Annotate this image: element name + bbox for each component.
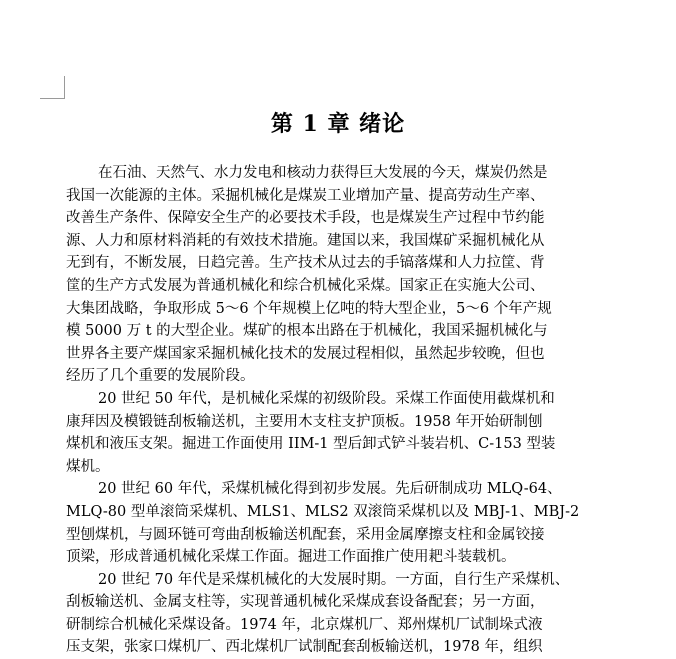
margin-corner-mark (40, 76, 65, 99)
paragraph-2-line-3: 煤机和液压支架。掘进工作面使用 IIM-1 型后卸式铲斗装岩机、C-153 型装 (66, 436, 556, 453)
paragraph-4-line-4: 压支架，张家口煤机厂、西北煤机厂试制配套刮板输送机，1978 年，组织 (66, 639, 543, 656)
paragraph-1-line-10: 经历了几个重要的发展阶段。 (66, 368, 255, 385)
paragraph-3-line-1: 20 世纪 60 年代，采煤机械化得到初步发展。先后研制成功 MLQ-64、 (98, 481, 562, 498)
paragraph-1-line-4: 源、人力和原材料消耗的有效技术措施。建国以来，我国煤矿采掘机械化从 (66, 232, 545, 249)
paragraph-2-line-1: 20 世纪 50 年代，是机械化采煤的初级阶段。采煤工作面使用截煤机和 (98, 390, 555, 407)
chapter-title: 第 1 章 绪论 (270, 111, 406, 137)
paragraph-3-line-4: 顶梁，形成普通机械化采煤工作面。掘进工作面推广使用耙斗装载机。 (66, 549, 516, 566)
paragraph-1-line-9: 世界各主要产煤国家采掘机械化技术的发展过程相似，虽然起步较晚，但也 (66, 345, 545, 362)
paragraph-4-line-2: 刮板输送机、金属支柱等，实现普通机械化采煤成套设备配套；另一方面， (66, 594, 545, 611)
paragraph-1-line-5: 无到有，不断发展，日趋完善。生产技术从过去的手镐落煤和人力拉筐、背 (66, 255, 545, 272)
paragraph-1-line-1: 在石油、天然气、水力发电和核动力获得巨大发展的今天，煤炭仍然是 (98, 165, 548, 181)
paragraph-1-line-2: 我国一次能源的主体。采掘机械化是煤炭工业增加产量、提高劳动生产率、 (66, 187, 545, 204)
paragraph-2-line-4: 煤机。 (66, 458, 110, 475)
paragraph-4-line-3: 研制综合机械化采煤设备。1974 年，北京煤机厂、郑州煤机厂试制垛式液 (66, 616, 543, 633)
paragraph-2-line-2: 康拜因及模锻链刮板输送机，主要用木支柱支护顶板。1958 年开始研制刨 (66, 413, 543, 430)
paragraph-3-line-3: 型刨煤机，与圆环链可弯曲刮板输送机配套，采用金属摩擦支柱和金属铰接 (66, 526, 545, 543)
paragraph-3-line-2: MLQ-80 型单滚筒采煤机、MLS1、MLS2 双滚筒采煤机以及 MBJ-1、MBJ-2 (66, 503, 580, 520)
body-text (66, 162, 626, 659)
paragraph-1-line-3: 改善生产条件、保障安全生产的必要技术手段，也是煤炭生产过程中节约能 (66, 210, 545, 227)
paragraph-1-line-6: 筐的生产方式发展为普通机械化和综合机械化采煤。国家正在实施大公司、 (66, 277, 545, 294)
paragraph-1-line-8: 模 5000 万 t 的大型企业。煤矿的根本出路在于机械化，我国采掘机械化与 (66, 323, 548, 340)
paragraph-1-line-7: 大集团战略，争取形成 5～6 个年规模上亿吨的特大型企业，5～6 个年产规 (66, 300, 552, 317)
paragraph-4-line-1: 20 世纪 70 年代是采煤机械化的大发展时期。一方面，自行生产采煤机、 (98, 571, 570, 588)
